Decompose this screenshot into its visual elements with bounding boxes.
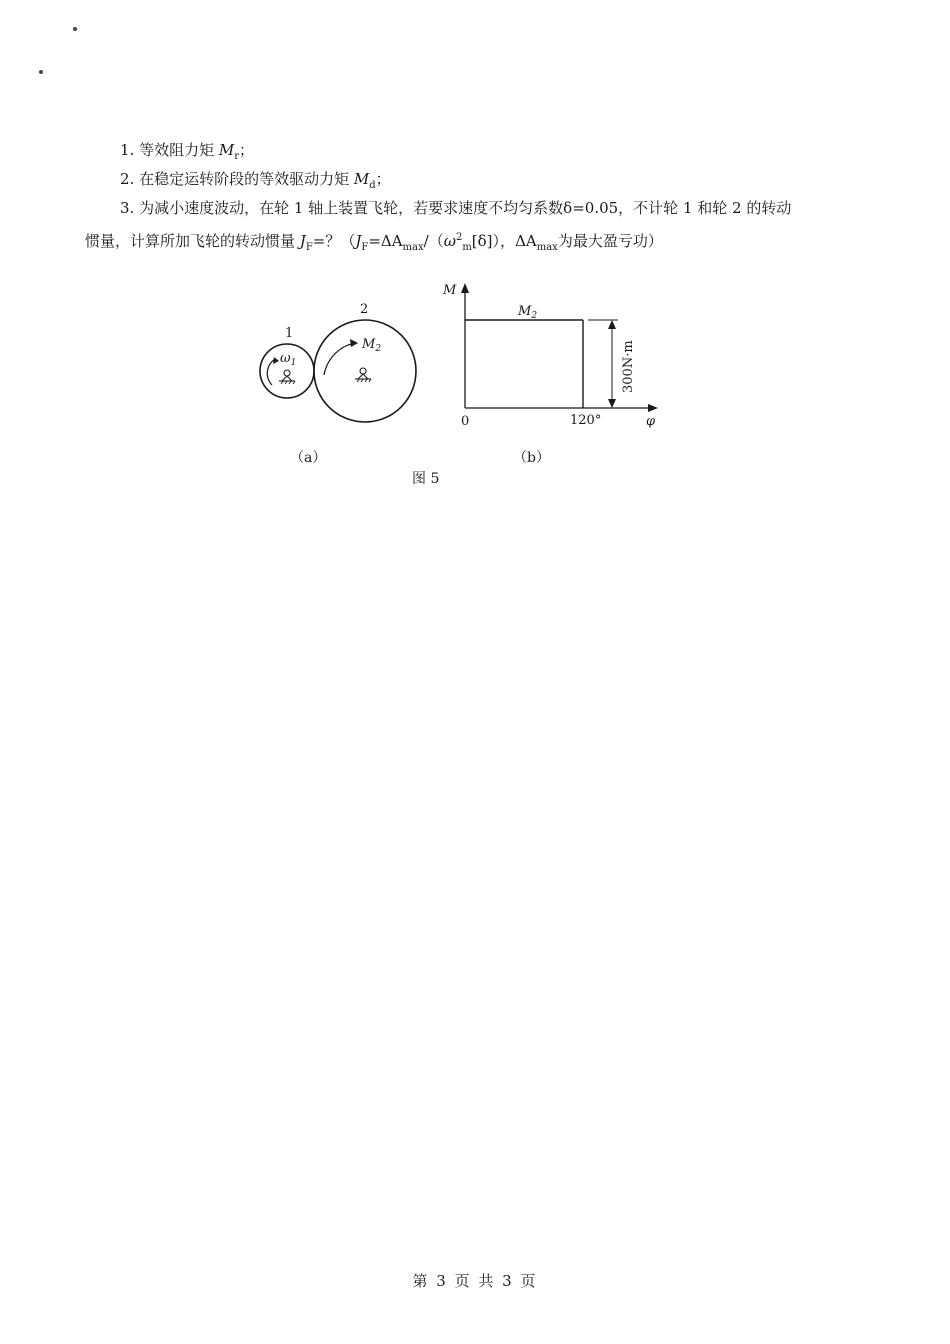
item-number: 1. [120,141,135,159]
item-text: 在稳定运转阶段的等效驱动力矩 [139,170,350,188]
symbol-m: M [218,141,235,159]
gear-1-label: 1 [285,326,294,341]
figure-caption: 图 5 [412,471,440,487]
torque-arrowhead-icon [350,339,358,347]
plot-origin-label: 0 [461,414,470,429]
page-footer: 第 3 页 共 3 页 [412,1272,538,1290]
plot-curve-label: $M_2$ [518,304,538,321]
symbol-sub: d [369,180,376,191]
bearing-2-icon [355,368,371,382]
m2-torque-label: $M_2$ [362,337,382,354]
plot-x-tick-120: 120° [570,413,602,428]
gear-2-label: 2 [360,302,369,317]
y-axis-arrow-icon [461,283,469,293]
symbol-m: M [353,170,370,188]
caption-a: （a） [290,450,327,466]
m2-series [465,320,583,408]
figure-5-drawing [250,275,670,475]
dimension-arrow-up-icon [608,320,616,329]
gear-2-circle [314,320,416,422]
item-number: 3. [120,199,135,217]
x-axis-arrow-icon [648,404,658,412]
omega-arrowhead-icon [273,357,279,364]
item-text: 等效阻力矩 [139,141,215,159]
omega-label: $\omega_1$ [280,351,297,368]
dimension-label: 300N·m [621,340,636,393]
figure-5 [250,275,670,475]
caption-b: （b） [513,450,550,466]
symbol-sub: r [234,151,240,162]
bearing-1-icon [279,370,295,384]
question-item-3-line-1 [120,198,791,218]
torque-arrow-icon [324,345,348,375]
scan-speck [39,70,43,74]
item-number: 2. [120,170,135,188]
question-item-2: 2. 在稳定运转阶段的等效驱动力矩 $M_d$； [120,170,391,191]
question-item-3-line-2: 惯量，计算所加飞轮的转动惯量 $J_F=$？（$J_F=\Delta A_{max}/(\omega^2_m[\delta])$，$\Delta A_{max}$为最大盈亏功） [85,232,663,253]
dimension-arrow-down-icon [608,399,616,408]
question-item-1: 1. 等效阻力矩 $M_r$； [120,141,255,162]
scan-speck [73,27,77,31]
item-text: 为减小速度波动，在轮 1 轴上装置飞轮，若要求速度不均匀系数δ=0.05，不计轮 1 和轮 2 的转动 [139,199,792,217]
plot-y-axis-label: M [443,283,457,298]
plot-x-axis-label: φ [646,414,656,429]
